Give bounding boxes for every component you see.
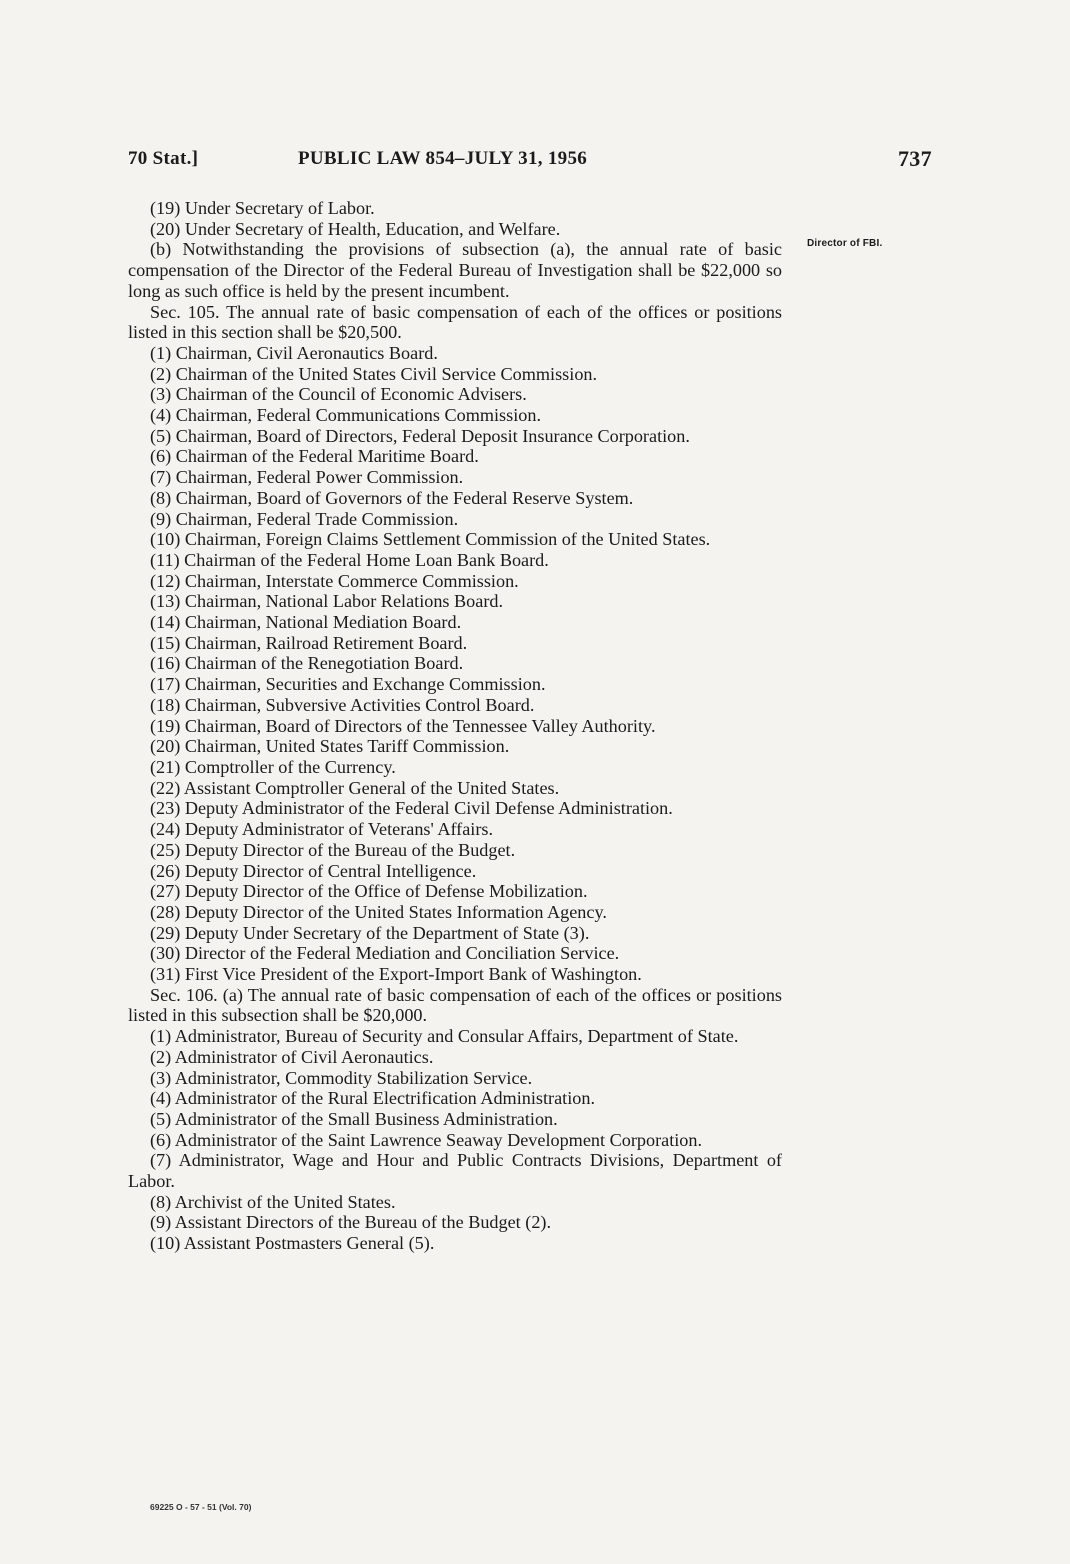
paragraph-45: (9) Assistant Directors of the Bureau of the Budget (2). [150,1212,552,1233]
paragraph-26: (22) Assistant Comptroller General of the United States. [150,777,560,798]
print-footer: 69225 O - 57 - 51 (Vol. 70) [150,1502,252,1512]
paragraph-42: (6) Administrator of the Saint Lawrence Seaway Development Corporation. [150,1129,703,1150]
paragraph-3: (b) Notwithstanding the provisions of subsection (a), the annual rate of basic compensation of the Director of the Federal Bureau of Investigation shall be $22,000 so long as such office is held by the present incumbent. [128,239,782,301]
paragraph-2: (20) Under Secretary of Health, Education, and Welfare. [150,218,561,239]
paragraph-32: (28) Deputy Director of the United States Information Agency. [150,901,607,922]
paragraph-43: (7) Administrator, Wage and Hour and Public Contracts Divisions, Department of Labor. [128,1150,782,1192]
paragraph-30: (26) Deputy Director of Central Intelligence. [150,860,477,881]
paragraph-4: Sec. 105. The annual rate of basic compensation of each of the offices or positions listed in this section shall be $20,500. [128,301,782,343]
paragraph-15: (11) Chairman of the Federal Home Loan Bank Board. [150,549,549,570]
paragraph-7: (3) Chairman of the Council of Economic Advisers. [150,384,527,405]
paragraph-14: (10) Chairman, Foreign Claims Settlement Commission of the United States. [150,529,711,550]
paragraph-18: (14) Chairman, National Mediation Board. [150,612,462,633]
paragraph-6: (2) Chairman of the United States Civil Service Commission. [150,363,598,384]
paragraph-25: (21) Comptroller of the Currency. [150,756,396,777]
paragraph-19: (15) Chairman, Railroad Retirement Board. [150,632,468,653]
paragraph-44: (8) Archivist of the United States. [150,1191,396,1212]
paragraph-29: (25) Deputy Director of the Bureau of the Budget. [150,839,516,860]
paragraph-41: (5) Administrator of the Small Business Administration. [150,1108,558,1129]
paragraph-1: (19) Under Secretary of Labor. [150,198,375,218]
paragraph-22: (18) Chairman, Subversive Activities Control Board. [150,694,535,715]
paragraph-39: (3) Administrator, Commodity Stabilization Service. [150,1067,533,1088]
paragraph-20: (16) Chairman of the Renegotiation Board. [150,653,464,674]
paragraph-5: (1) Chairman, Civil Aeronautics Board. [150,342,438,363]
paragraph-16: (12) Chairman, Interstate Commerce Commission. [150,570,519,591]
paragraph-24: (20) Chairman, United States Tariff Commission. [150,736,510,757]
page-number: 737 [898,146,932,171]
paragraph-36: Sec. 106. (a) The annual rate of basic compensation of each of the offices or positions listed in this subsection shall be $20,000. [128,984,782,1026]
paragraph-37: (1) Administrator, Bureau of Security and Consular Affairs, Department of State. [150,1026,739,1047]
paragraph-40: (4) Administrator of the Rural Electrification Administration. [150,1088,595,1109]
paragraph-17: (13) Chairman, National Labor Relations Board. [150,591,504,612]
paragraph-38: (2) Administrator of Civil Aeronautics. [150,1046,434,1067]
paragraph-9: (5) Chairman, Board of Directors, Federal Deposit Insurance Corporation. [150,425,690,446]
paragraph-23: (19) Chairman, Board of Directors of the Tennessee Valley Authority. [150,715,656,736]
volume-reference: 70 Stat.] [128,148,199,169]
paragraph-28: (24) Deputy Administrator of Veterans' Affairs. [150,819,494,840]
page-title: PUBLIC LAW 854–JULY 31, 1956 [298,148,588,169]
paragraph-10: (6) Chairman of the Federal Maritime Board. [150,446,479,467]
paragraph-27: (23) Deputy Administrator of the Federal Civil Defense Administration. [150,798,673,819]
paragraph-34: (30) Director of the Federal Mediation and Conciliation Service. [150,943,620,964]
margin-note: Director of FBI. [807,238,883,249]
paragraph-33: (29) Deputy Under Secretary of the Department of State (3). [150,922,590,943]
paragraph-31: (27) Deputy Director of the Office of Defense Mobilization. [150,881,588,902]
paragraph-46: (10) Assistant Postmasters General (5). [150,1233,435,1254]
paragraph-35: (31) First Vice President of the Export-Import Bank of Washington. [150,964,642,985]
statute-body [128,198,782,1254]
paragraph-11: (7) Chairman, Federal Power Commission. [150,467,464,488]
paragraph-8: (4) Chairman, Federal Communications Commission. [150,405,541,426]
paragraph-13: (9) Chairman, Federal Trade Commission. [150,508,459,529]
paragraph-12: (8) Chairman, Board of Governors of the Federal Reserve System. [150,487,634,508]
paragraph-21: (17) Chairman, Securities and Exchange Commission. [150,674,546,695]
